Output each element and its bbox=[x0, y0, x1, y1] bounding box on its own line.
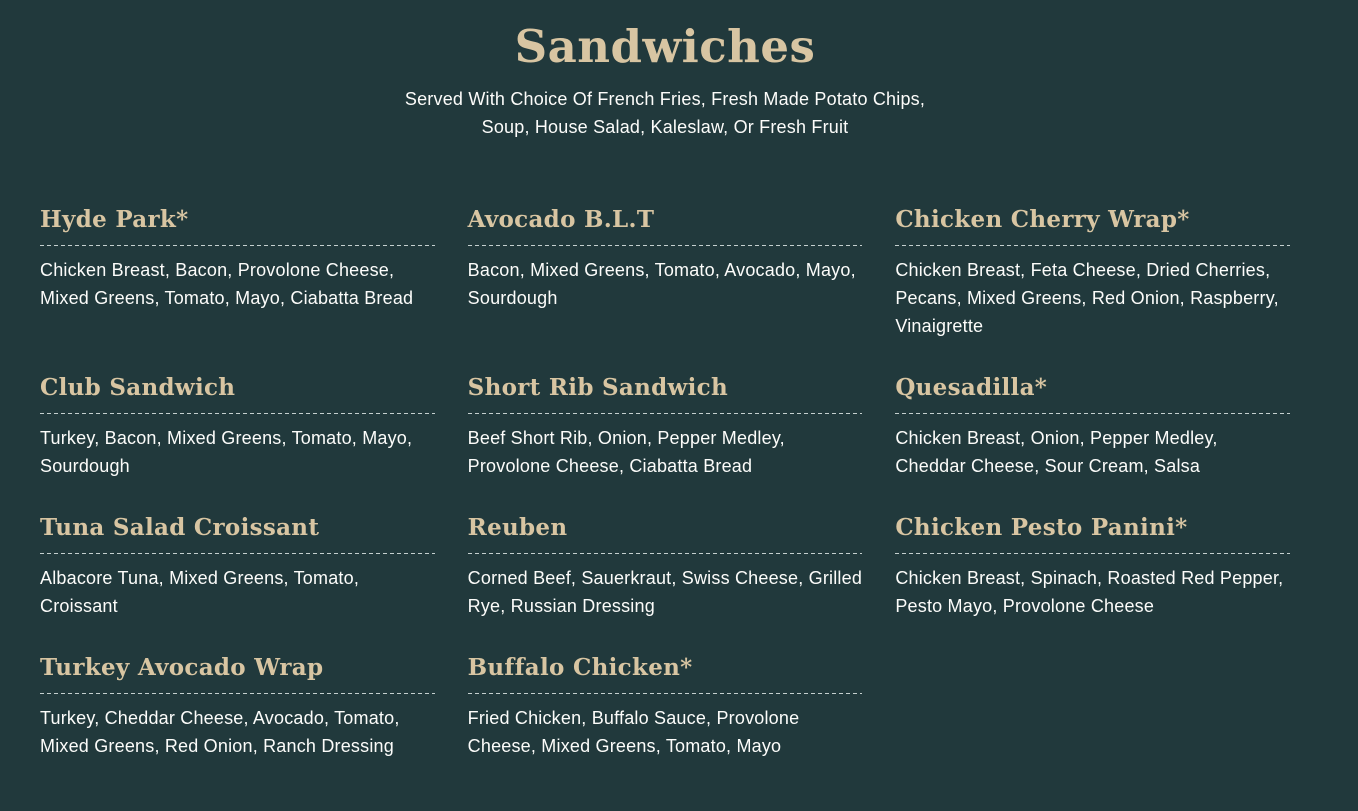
menu-item-ingredients: Corned Beef, Sauerkraut, Swiss Cheese, Grilled Rye, Russian Dressing bbox=[467, 568, 863, 616]
menu-item-ingredients: Chicken Breast, Feta Cheese, Dried Cherries, Pecans, Mixed Greens, Red Onion, Raspberry, Vinaigrette bbox=[895, 260, 1279, 336]
dotted-divider bbox=[468, 413, 863, 415]
dotted-divider bbox=[468, 245, 863, 247]
dotted-divider bbox=[468, 693, 863, 695]
dotted-divider bbox=[40, 413, 435, 415]
menu-item-hyde-park bbox=[40, 205, 435, 340]
menu-item-tuna-salad-croissant bbox=[40, 513, 435, 620]
menu-item-ingredients: Turkey, Bacon, Mixed Greens, Tomato, Mayo, Sourdough bbox=[40, 428, 413, 476]
menu-header bbox=[40, 20, 1290, 141]
menu-item-ingredients: Bacon, Mixed Greens, Tomato, Avocado, Mayo, Sourdough bbox=[467, 260, 856, 308]
menu-item-name: Buffalo Chicken* bbox=[467, 654, 693, 681]
menu-item-ingredients: Beef Short Rib, Onion, Pepper Medley, Provolone Cheese, Ciabatta Bread bbox=[467, 428, 785, 476]
menu-item-turkey-avocado-wrap bbox=[40, 653, 435, 760]
menu-item-name: Quesadilla* bbox=[895, 374, 1048, 401]
menu-item-reuben bbox=[468, 513, 863, 620]
menu-item-ingredients: Chicken Breast, Bacon, Provolone Cheese, Mixed Greens, Tomato, Mayo, Ciabatta Bread bbox=[40, 260, 414, 308]
menu-item-name: Club Sandwich bbox=[40, 374, 236, 401]
menu-item-name: Turkey Avocado Wrap bbox=[40, 654, 324, 681]
menu-item-short-rib-sandwich bbox=[468, 373, 863, 480]
menu-item-avocado-blt bbox=[468, 205, 863, 340]
menu-item-quesadilla bbox=[895, 373, 1290, 480]
menu-item-ingredients: Chicken Breast, Onion, Pepper Medley, Cheddar Cheese, Sour Cream, Salsa bbox=[895, 428, 1218, 476]
menu-subtitle bbox=[40, 85, 1290, 141]
page-title: Sandwiches bbox=[514, 20, 816, 73]
menu-section bbox=[40, 0, 1290, 760]
menu-item-ingredients: Turkey, Cheddar Cheese, Avocado, Tomato, Mixed Greens, Red Onion, Ranch Dressing bbox=[40, 708, 400, 756]
menu-item-chicken-pesto-panini bbox=[895, 513, 1290, 620]
menu-item-ingredients: Fried Chicken, Buffalo Sauce, Provolone Cheese, Mixed Greens, Tomato, Mayo bbox=[467, 708, 800, 756]
menu-item-ingredients: Chicken Breast, Spinach, Roasted Red Pepper, Pesto Mayo, Provolone Cheese bbox=[895, 568, 1284, 616]
menu-item-name: Reuben bbox=[467, 514, 568, 541]
menu-item-name: Chicken Cherry Wrap* bbox=[895, 206, 1190, 233]
dotted-divider bbox=[40, 693, 435, 695]
menu-subtitle-line-2: Soup, House Salad, Kaleslaw, Or Fresh Fruit bbox=[481, 117, 849, 137]
menu-item-ingredients: Albacore Tuna, Mixed Greens, Tomato, Croissant bbox=[40, 568, 360, 616]
menu-item-buffalo-chicken bbox=[468, 653, 863, 760]
dotted-divider bbox=[468, 553, 863, 555]
dotted-divider bbox=[40, 245, 435, 247]
dotted-divider bbox=[895, 553, 1290, 555]
menu-item-name: Avocado B.L.T bbox=[467, 206, 655, 233]
menu-subtitle-line-1: Served With Choice Of French Fries, Fresh Made Potato Chips, bbox=[404, 89, 926, 109]
menu-items-grid bbox=[40, 205, 1290, 760]
menu-item-chicken-cherry-wrap bbox=[895, 205, 1290, 340]
dotted-divider bbox=[895, 413, 1290, 415]
dotted-divider bbox=[895, 245, 1290, 247]
menu-item-club-sandwich bbox=[40, 373, 435, 480]
dotted-divider bbox=[40, 553, 435, 555]
menu-item-name: Tuna Salad Croissant bbox=[40, 514, 320, 541]
menu-item-name: Hyde Park* bbox=[40, 206, 189, 233]
menu-item-name: Short Rib Sandwich bbox=[467, 374, 728, 401]
menu-item-name: Chicken Pesto Panini* bbox=[895, 514, 1188, 541]
